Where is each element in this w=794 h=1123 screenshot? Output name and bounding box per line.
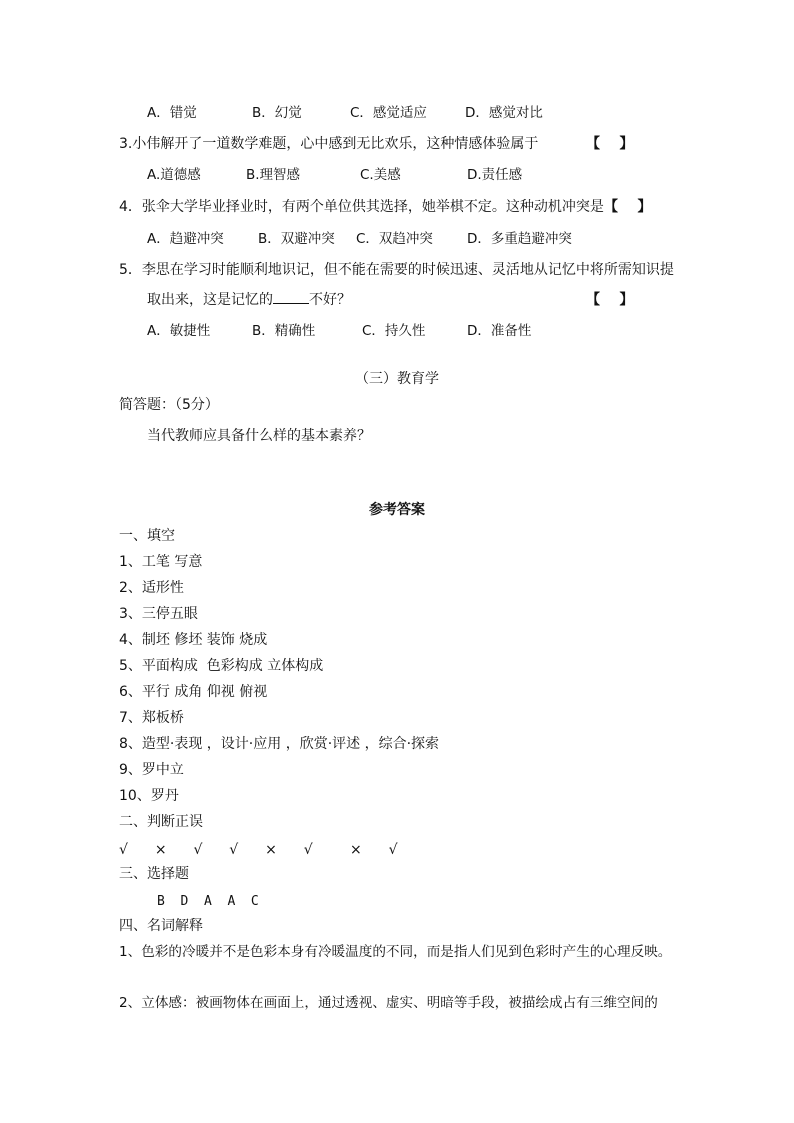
q4-stem: 4．张伞大学毕业择业时，有两个单位供其选择，她举棋不定。这种动机冲突是 xyxy=(119,199,604,215)
q5-stem-line2-b: 不好？ xyxy=(309,292,351,308)
fill-answer-10: 10、罗丹 xyxy=(119,788,179,804)
q5-option-b: B．精确性 xyxy=(252,323,316,339)
fill-answer-3: 3、三停五眼 xyxy=(119,606,198,622)
fill-answer-1: 1、工笔 写意 xyxy=(119,554,203,570)
q3-option-b: B.理智感 xyxy=(246,167,301,183)
q2-option-c: C．感觉适应 xyxy=(350,105,427,121)
fill-answer-9: 9、罗中立 xyxy=(119,762,184,778)
q2-option-b: B．幻觉 xyxy=(252,105,302,121)
q4-option-d: D．多重趋避冲突 xyxy=(467,231,572,247)
q4-option-b: B．双避冲突 xyxy=(258,231,335,247)
choice-answers: B D A A C xyxy=(157,894,259,909)
fill-answer-6: 6、平行 成角 仰视 俯视 xyxy=(119,684,268,700)
answers-part1-heading: 一、填空 xyxy=(119,528,175,544)
answers-part2-heading: 二、判断正误 xyxy=(119,814,203,830)
section-title-education: （三）教育学 xyxy=(355,371,439,387)
q2-option-d: D．感觉对比 xyxy=(465,105,543,121)
fill-answer-8: 8、造型·表现 ，设计·应用 ，欣赏·评述 ，综合·探索 xyxy=(119,736,440,752)
term-answer-1: 1、色彩的冷暖并不是色彩本身有冷暖温度的不同，而是指人们见到色彩时产生的心理反映。 xyxy=(119,944,672,960)
q4-option-a: A．趋避冲突 xyxy=(147,231,224,247)
fill-answer-7: 7、郑板桥 xyxy=(119,710,184,726)
fill-answer-5: 5、平面构成 色彩构成 立体构成 xyxy=(119,658,324,674)
fill-blank xyxy=(273,291,309,304)
short-answer-label: 简答题：（5分） xyxy=(119,397,219,413)
q3-option-d: D.责任感 xyxy=(467,167,523,183)
q5-stem-line2 xyxy=(147,291,351,309)
answers-part4-heading: 四、名词解释 xyxy=(119,918,203,934)
q5-option-d: D．准备性 xyxy=(467,323,532,339)
q4-option-c: C．双趋冲突 xyxy=(356,231,433,247)
short-answer-question: 当代教师应具备什么样的基本素养？ xyxy=(147,428,371,444)
q5-stem-line1: 5．李思在学习时能顺利地识记，但不能在需要的时候迅速、灵活地从记忆中将所需知识提 xyxy=(119,262,674,278)
fill-answer-4: 4、制坯 修坯 装饰 烧成 xyxy=(119,632,268,648)
q3-option-a: A.道德感 xyxy=(147,167,201,183)
q3-option-c: C.美感 xyxy=(360,167,401,183)
q5-option-c: C．持久性 xyxy=(362,323,426,339)
q5-stem-line2-a: 取出来，这是记忆的 xyxy=(147,292,273,308)
term-answer-2: 2、立体感：被画物体在画面上，通过透视、虚实、明暗等手段，被描绘成占有三维空间的 xyxy=(119,995,658,1011)
answers-title: 参考答案 xyxy=(369,502,425,518)
q3-stem: 3.小伟解开了一道数学难题，心中感到无比欢乐，这种情感体验属于 xyxy=(119,136,539,152)
q4-answer-bracket: 【 】 xyxy=(604,199,652,215)
judge-answers: √ × √ √ × √ × √ xyxy=(119,842,404,858)
answers-part3-heading: 三、选择题 xyxy=(119,866,189,882)
q3-answer-bracket: 【 】 xyxy=(586,136,634,152)
q5-answer-bracket: 【 】 xyxy=(586,292,634,308)
q2-option-a: A．错觉 xyxy=(147,105,197,121)
fill-answer-2: 2、适形性 xyxy=(119,580,184,596)
q5-option-a: A．敏捷性 xyxy=(147,323,211,339)
